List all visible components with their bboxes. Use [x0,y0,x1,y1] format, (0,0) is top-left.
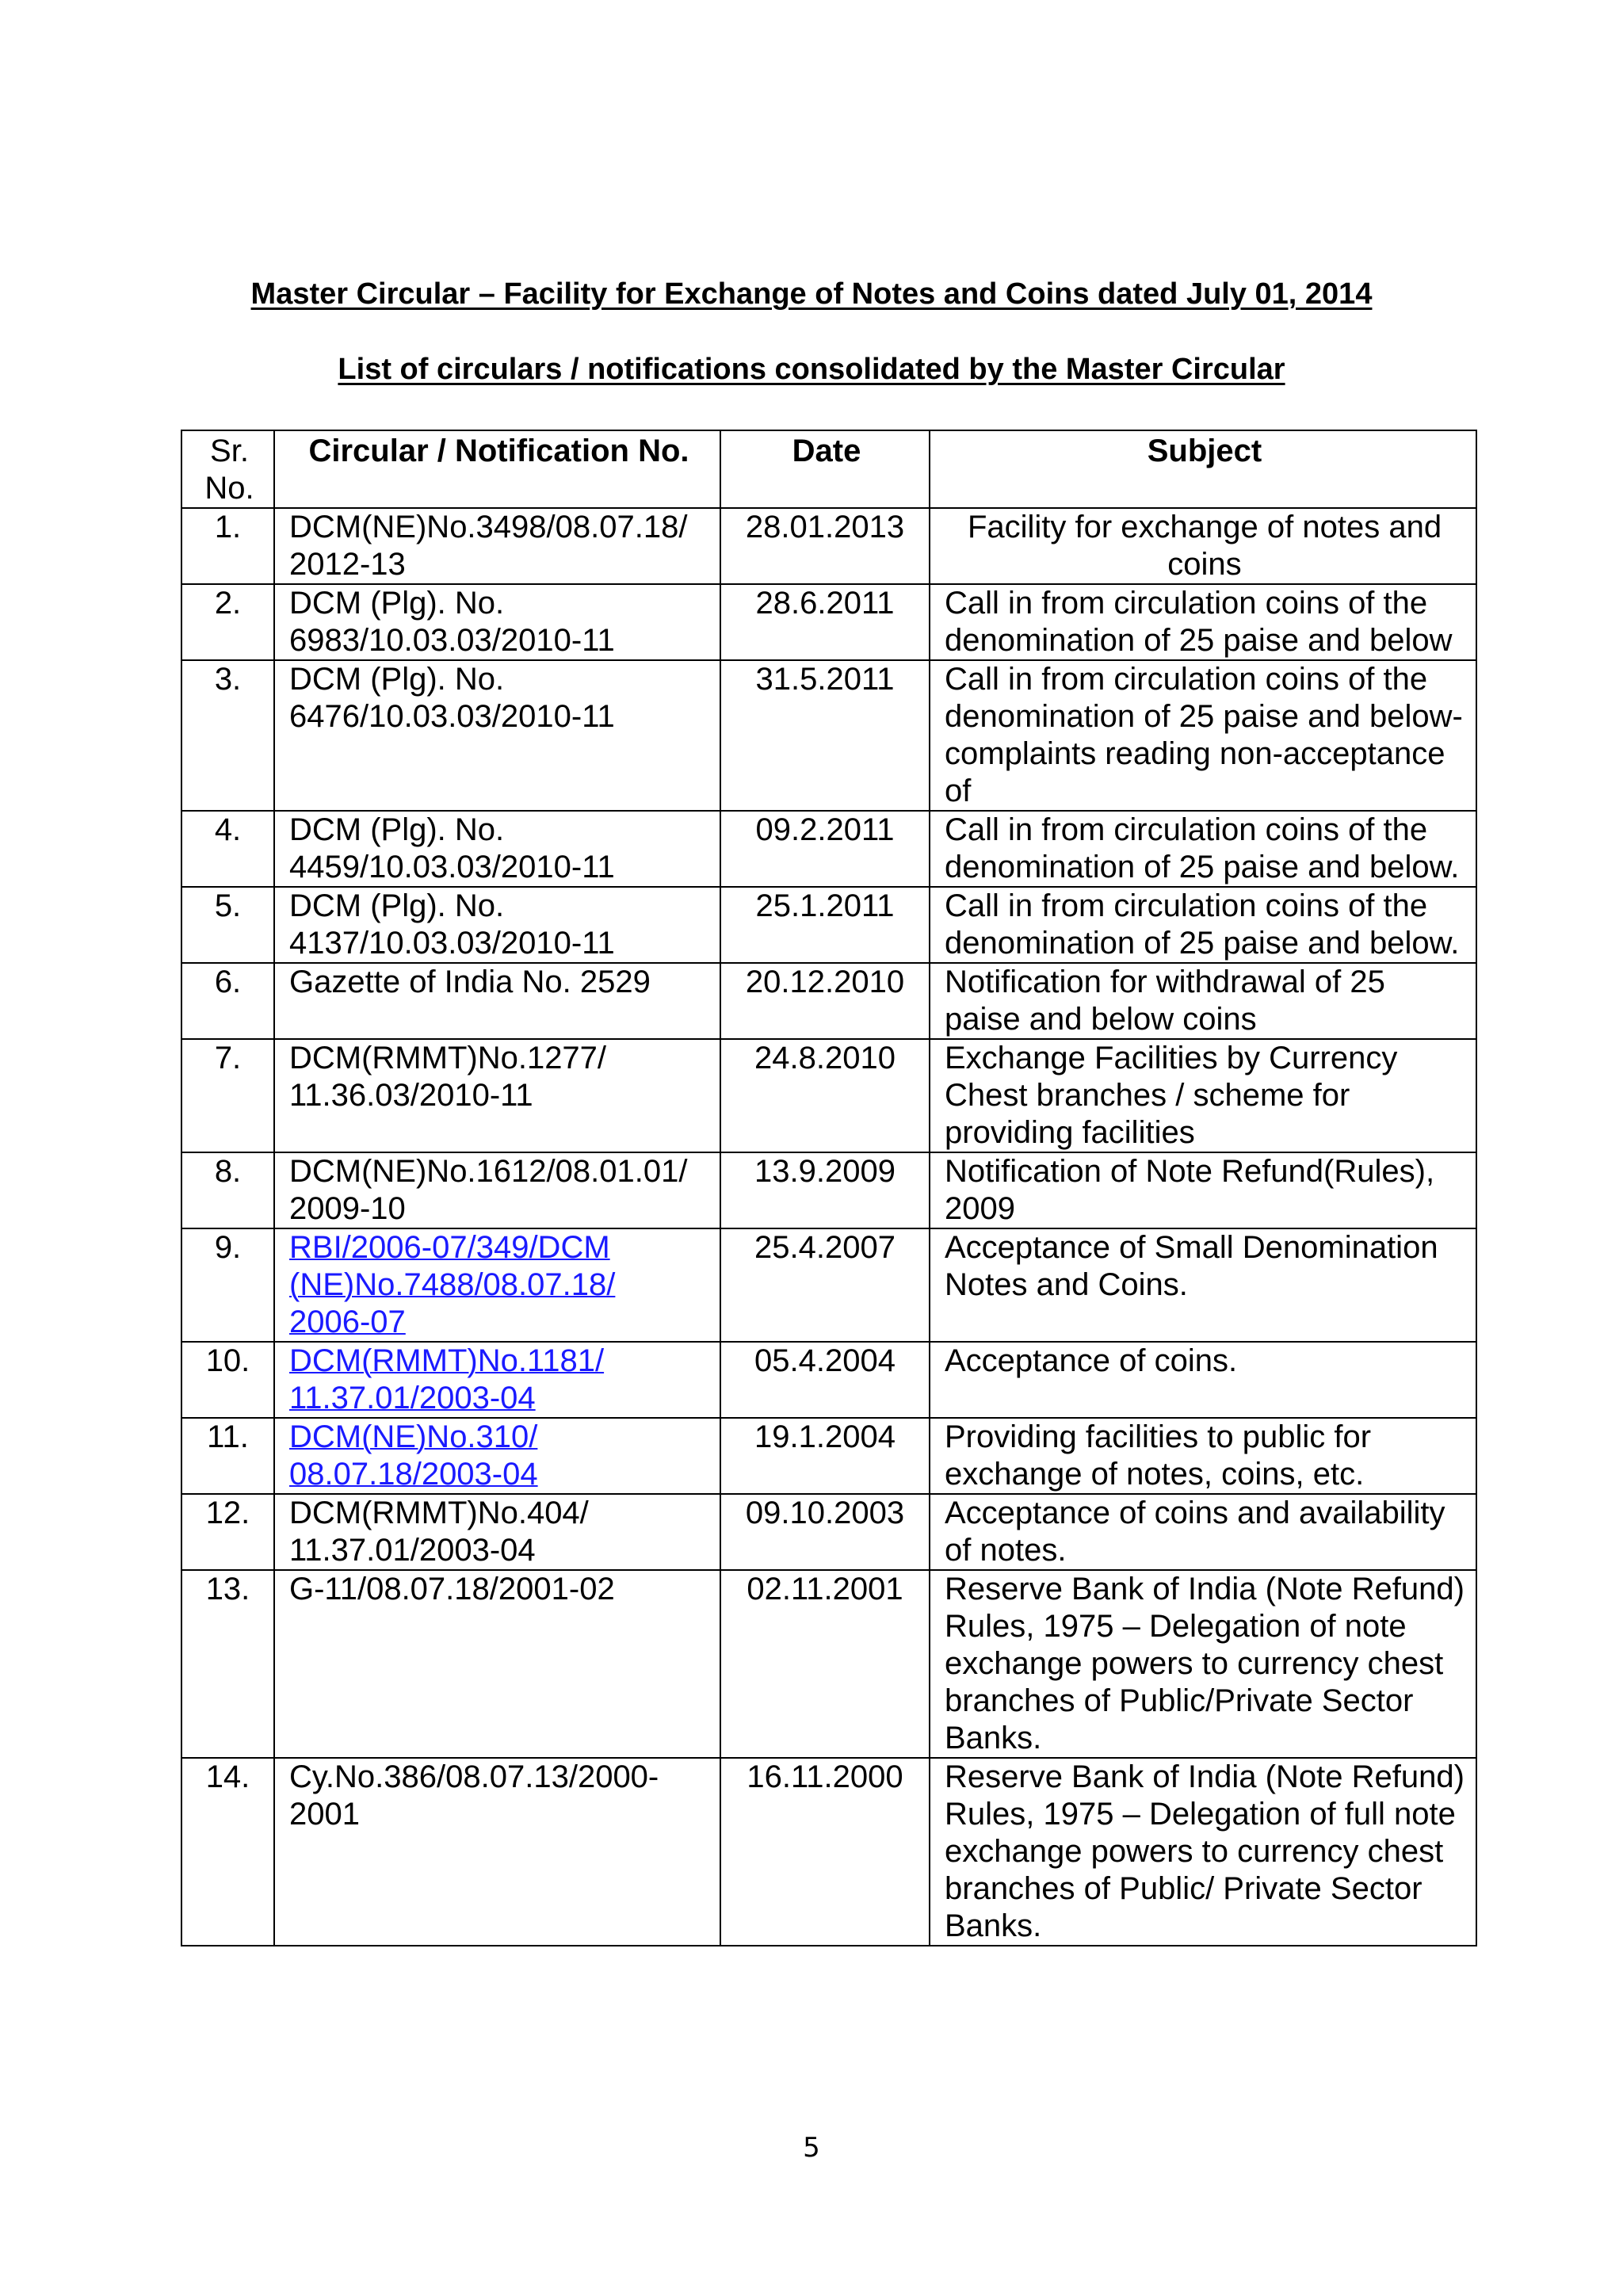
row-circular-no [274,584,720,660]
document-title: Master Circular – Facility for Exchange of Notes and Coins dated July 01, 2014 [250,277,1373,311]
header-subject: Subject [930,430,1476,508]
circular-line: DCM(RMMT)No.404/ [289,1496,589,1530]
circulars-table [181,430,1477,1946]
row-date: 28.01.2013 [720,508,930,584]
table-row [181,963,1476,1039]
circular-link[interactable]: RBI/2006-07/349/DCM [289,1230,610,1265]
table-row [181,1570,1476,1758]
row-date: 25.4.2007 [720,1228,930,1342]
row-subject: Notification of Note Refund(Rules), 2009 [930,1152,1476,1228]
row-circular-no[interactable] [274,1342,720,1418]
circular-line: 2009-10 [289,1191,406,1226]
row-sr-no: 1. [181,508,274,584]
table-row [181,1039,1476,1152]
circular-link[interactable]: DCM(NE)No.310/ [289,1419,538,1454]
table-row [181,1342,1476,1418]
row-sr-no: 8. [181,1152,274,1228]
row-date: 24.8.2010 [720,1039,930,1152]
row-circular-no [274,508,720,584]
circular-link[interactable]: 2006-07 [289,1305,406,1339]
row-subject: Facility for exchange of notes and coins [930,508,1476,584]
table-row [181,508,1476,584]
circular-link[interactable]: 11.37.01/2003-04 [289,1381,536,1415]
row-date: 28.6.2011 [720,584,930,660]
row-sr-no: 13. [181,1570,274,1758]
row-subject: Exchange Facilities by Currency Chest branches / scheme for providing facilities [930,1039,1476,1152]
row-subject: Call in from circulation coins of the denomination of 25 paise and below. [930,811,1476,887]
row-subject: Call in from circulation coins of the denomination of 25 paise and below [930,584,1476,660]
table-row [181,660,1476,811]
table-row [181,1494,1476,1570]
circular-line: Gazette of India No. 2529 [289,965,651,999]
row-date: 13.9.2009 [720,1152,930,1228]
row-date: 16.11.2000 [720,1758,930,1946]
row-sr-no: 12. [181,1494,274,1570]
document-subtitle: List of circulars / notifications consolidated by the Master Circular [338,353,1285,386]
circular-line: DCM (Plg). No. [289,812,505,847]
row-date: 31.5.2011 [720,660,930,811]
row-date: 09.2.2011 [720,811,930,887]
row-date: 09.10.2003 [720,1494,930,1570]
circular-line: 6476/10.03.03/2010-11 [289,699,615,734]
circular-line: DCM (Plg). No. [289,662,505,697]
row-date: 19.1.2004 [720,1418,930,1494]
row-date: 20.12.2010 [720,963,930,1039]
circular-line: 11.36.03/2010-11 [289,1078,533,1113]
circular-line: 2012-13 [289,547,406,582]
row-sr-no: 6. [181,963,274,1039]
circular-line: 2001 [289,1797,360,1832]
row-sr-no: 4. [181,811,274,887]
row-subject: Call in from circulation coins of the denomination of 25 paise and below-complaints reading non-acceptance of [930,660,1476,811]
row-subject: Call in from circulation coins of the denomination of 25 paise and below. [930,887,1476,963]
row-circular-no [274,660,720,811]
row-circular-no [274,887,720,963]
circular-line: 4137/10.03.03/2010-11 [289,926,615,961]
row-date: 02.11.2001 [720,1570,930,1758]
header-date: Date [720,430,930,508]
row-circular-no[interactable] [274,1418,720,1494]
table-header [181,430,1476,508]
row-subject: Providing facilities to public for exchange of notes, coins, etc. [930,1418,1476,1494]
row-sr-no: 11. [181,1418,274,1494]
circular-link[interactable]: 08.07.18/2003-04 [289,1457,538,1492]
row-date: 25.1.2011 [720,887,930,963]
row-subject: Notification for withdrawal of 25 paise and below coins [930,963,1476,1039]
circular-line: DCM (Plg). No. [289,888,505,923]
circular-line: DCM (Plg). No. [289,586,505,621]
row-sr-no: 3. [181,660,274,811]
row-sr-no: 10. [181,1342,274,1418]
row-date: 05.4.2004 [720,1342,930,1418]
table-row [181,1228,1476,1342]
circular-link[interactable]: (NE)No.7488/08.07.18/ [289,1267,616,1302]
row-subject: Reserve Bank of India (Note Refund) Rules, 1975 – Delegation of full note exchange powers to currency chest branches of Public/ Private Sector Banks. [930,1758,1476,1946]
table-row [181,811,1476,887]
circular-line: G-11/08.07.18/2001-02 [289,1572,615,1606]
circular-line: DCM(NE)No.1612/08.01.01/ [289,1154,688,1189]
table-row [181,1152,1476,1228]
table-row [181,1418,1476,1494]
row-subject: Reserve Bank of India (Note Refund) Rules, 1975 – Delegation of note exchange powers to currency chest branches of Public/Private Sector Banks. [930,1570,1476,1758]
circular-line: 6983/10.03.03/2010-11 [289,623,615,658]
table-row [181,1758,1476,1946]
row-circular-no [274,1039,720,1152]
row-sr-no: 9. [181,1228,274,1342]
circular-line: 4459/10.03.03/2010-11 [289,850,615,884]
header-circular-no: Circular / Notification No. [274,430,720,508]
circular-link[interactable]: DCM(RMMT)No.1181/ [289,1343,605,1378]
row-sr-no: 5. [181,887,274,963]
row-sr-no: 2. [181,584,274,660]
row-circular-no[interactable] [274,1228,720,1342]
row-subject: Acceptance of coins and availability of notes. [930,1494,1476,1570]
circular-line: DCM(NE)No.3498/08.07.18/ [289,510,688,544]
row-circular-no [274,1570,720,1758]
row-subject: Acceptance of Small Denomination Notes and Coins. [930,1228,1476,1342]
row-subject: Acceptance of coins. [930,1342,1476,1418]
circular-line: DCM(RMMT)No.1277/ [289,1041,607,1075]
row-circular-no [274,963,720,1039]
table-body [181,508,1476,1946]
row-circular-no [274,811,720,887]
circular-line: 11.37.01/2003-04 [289,1533,536,1568]
row-circular-no [274,1152,720,1228]
circular-line: Cy.No.386/08.07.13/2000- [289,1759,659,1794]
page-number: 5 [803,2132,820,2164]
row-sr-no: 7. [181,1039,274,1152]
row-circular-no [274,1494,720,1570]
table-row [181,584,1476,660]
header-row [181,430,1476,508]
row-sr-no: 14. [181,1758,274,1946]
header-sr-no: Sr. No. [181,430,274,508]
row-circular-no [274,1758,720,1946]
table-row [181,887,1476,963]
